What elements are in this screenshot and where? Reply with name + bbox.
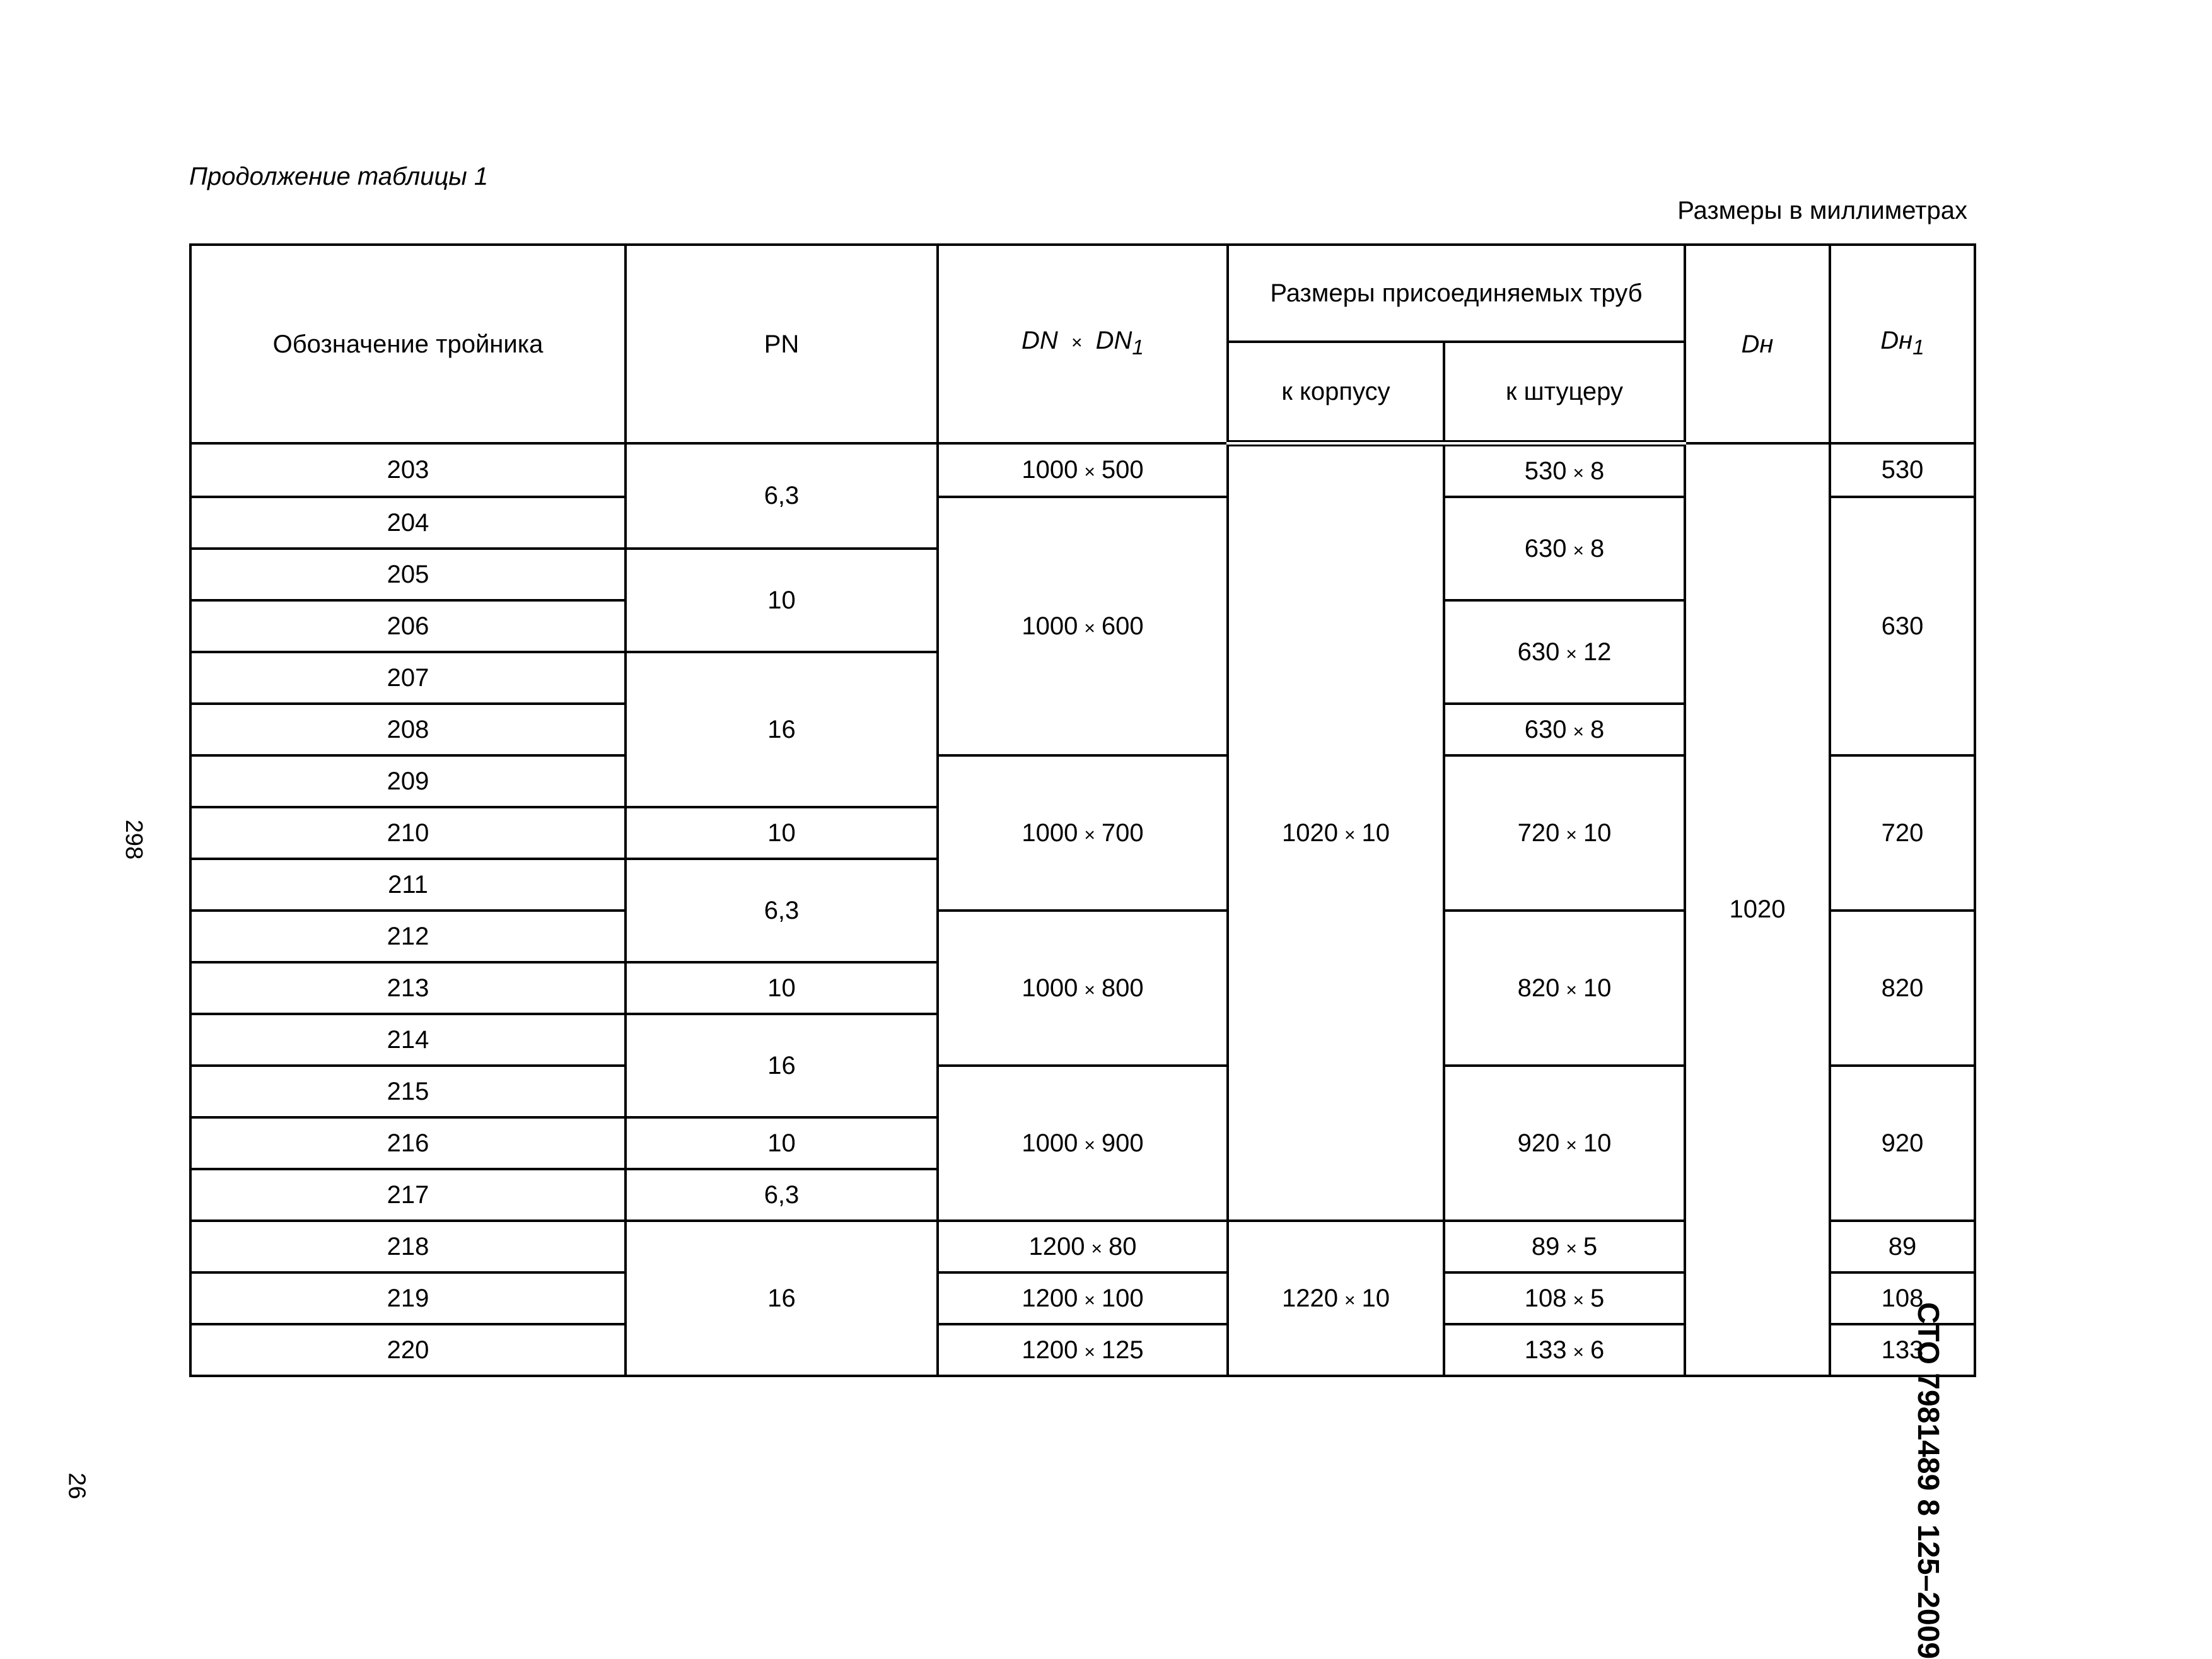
designation-cell: 206 <box>190 600 626 652</box>
header-dh1 <box>1830 245 1975 443</box>
dh1-cell: 630 <box>1830 497 1975 755</box>
times-sign: × <box>1573 462 1585 484</box>
side-page-number: 298 <box>120 819 148 860</box>
fitting-cell <box>1444 497 1685 600</box>
fitting-wall: 8 <box>1590 534 1605 562</box>
designation-cell: 219 <box>190 1272 626 1324</box>
dn-branch: 125 <box>1101 1336 1144 1364</box>
fitting-wall: 8 <box>1590 457 1605 485</box>
dn-value: 1200 <box>1028 1232 1085 1260</box>
fitting-value: 133 <box>1524 1336 1567 1364</box>
designation-cell: 207 <box>190 652 626 704</box>
fitting-value: 820 <box>1517 974 1560 1002</box>
designation-cell: 217 <box>190 1169 626 1221</box>
dn-cell <box>938 443 1228 497</box>
fitting-cell <box>1444 911 1685 1066</box>
body-value: 1020 <box>1281 818 1338 847</box>
dn-cell <box>938 1221 1228 1272</box>
times-sign: × <box>1573 721 1585 742</box>
dh1-cell: 89 <box>1830 1221 1975 1272</box>
dh1-cell: 720 <box>1830 755 1975 911</box>
fitting-value: 630 <box>1517 637 1560 666</box>
fitting-value: 89 <box>1531 1232 1560 1260</box>
fitting-wall: 5 <box>1583 1232 1598 1260</box>
header-to-body: к корпусу <box>1228 342 1444 443</box>
header-dn <box>938 245 1228 443</box>
designation-cell: 203 <box>190 443 626 497</box>
dh1-cell: 108 <box>1830 1272 1975 1324</box>
times-sign: × <box>1573 540 1585 561</box>
times-sign: × <box>1084 1289 1095 1311</box>
fitting-cell <box>1444 443 1685 497</box>
times-sign: × <box>1084 1134 1095 1156</box>
header-to-fitting: к штуцеру <box>1444 342 1685 443</box>
header-dn-left: DN <box>1022 326 1058 354</box>
fitting-value: 108 <box>1524 1284 1567 1312</box>
times-sign: × <box>1566 1134 1577 1156</box>
dh1-cell: 920 <box>1830 1066 1975 1221</box>
dh1-cell: 530 <box>1830 443 1975 497</box>
designation-cell: 216 <box>190 1117 626 1169</box>
designation-cell: 218 <box>190 1221 626 1272</box>
tee-dimensions-table <box>189 243 1976 1377</box>
dn-value: 1000 <box>1022 1129 1078 1157</box>
pn-cell: 10 <box>626 549 938 652</box>
times-sign: × <box>1084 979 1095 1001</box>
dn-value: 1000 <box>1022 974 1078 1002</box>
pn-cell: 10 <box>626 807 938 859</box>
dh-cell: 1020 <box>1685 443 1830 1376</box>
times-sign: × <box>1566 643 1577 665</box>
dn-branch: 600 <box>1101 612 1144 640</box>
designation-cell: 210 <box>190 807 626 859</box>
pn-cell: 16 <box>626 1221 938 1376</box>
designation-cell: 213 <box>190 962 626 1014</box>
document-code: СТО 7981489 8 125–2009 <box>1911 1302 1945 1659</box>
dn-branch: 800 <box>1101 974 1144 1002</box>
dn-cell <box>938 1066 1228 1221</box>
fitting-cell <box>1444 1324 1685 1376</box>
times-sign: × <box>1091 1238 1102 1259</box>
designation-cell: 214 <box>190 1014 626 1066</box>
dn-cell <box>938 1324 1228 1376</box>
designation-cell: 215 <box>190 1066 626 1117</box>
fitting-wall: 8 <box>1590 715 1605 743</box>
dn-value: 1000 <box>1022 456 1078 484</box>
dn-cell <box>938 911 1228 1066</box>
times-sign: × <box>1084 1341 1095 1363</box>
times-sign: × <box>1566 824 1577 846</box>
fitting-cell <box>1444 1221 1685 1272</box>
designation-cell: 211 <box>190 859 626 911</box>
dn-value: 1000 <box>1022 612 1078 640</box>
body-wall: 10 <box>1361 818 1390 847</box>
dn-cell <box>938 497 1228 755</box>
fitting-wall: 10 <box>1583 818 1612 847</box>
body-wall: 10 <box>1361 1284 1390 1312</box>
fitting-wall: 6 <box>1590 1336 1605 1364</box>
dn-branch: 900 <box>1101 1129 1144 1157</box>
fitting-cell <box>1444 755 1685 911</box>
pn-cell: 16 <box>626 652 938 807</box>
header-dh1-main: Dн <box>1880 326 1913 354</box>
header-dh1-sub: 1 <box>1912 335 1924 359</box>
times-sign: × <box>1566 979 1577 1001</box>
pn-cell: 16 <box>626 1014 938 1117</box>
pn-cell: 6,3 <box>626 443 938 549</box>
header-dn-sub: 1 <box>1132 335 1144 359</box>
times-sign: × <box>1084 462 1095 482</box>
header-designation: Обозначение тройника <box>190 245 626 443</box>
dn-branch: 700 <box>1101 818 1144 847</box>
fitting-value: 530 <box>1524 457 1567 485</box>
designation-cell: 205 <box>190 549 626 600</box>
fitting-cell <box>1444 1272 1685 1324</box>
designation-cell: 208 <box>190 704 626 755</box>
pn-cell: 6,3 <box>626 859 938 962</box>
designation-cell: 204 <box>190 497 626 549</box>
fitting-wall: 10 <box>1583 1129 1612 1157</box>
dn-cell <box>938 1272 1228 1324</box>
times-sign: × <box>1344 1289 1356 1311</box>
dn-branch: 100 <box>1101 1284 1144 1312</box>
dn-value: 1200 <box>1022 1336 1078 1364</box>
body-cell <box>1228 443 1444 1221</box>
units-note: Размеры в миллиметрах <box>1677 197 1967 224</box>
pn-cell: 6,3 <box>626 1169 938 1221</box>
pn-cell: 10 <box>626 1117 938 1169</box>
pn-cell: 10 <box>626 962 938 1014</box>
fitting-value: 920 <box>1517 1129 1560 1157</box>
header-dn-times: × <box>1071 332 1083 353</box>
fitting-cell <box>1444 1066 1685 1221</box>
header-dn-right: DN <box>1095 326 1132 354</box>
dn-cell <box>938 755 1228 911</box>
times-sign: × <box>1344 824 1356 846</box>
designation-cell: 220 <box>190 1324 626 1376</box>
designation-cell: 209 <box>190 755 626 807</box>
header-dh: Dн <box>1685 245 1830 443</box>
fitting-value: 630 <box>1524 715 1567 743</box>
dn-value: 1200 <box>1022 1284 1078 1312</box>
fitting-cell <box>1444 600 1685 704</box>
designation-cell: 212 <box>190 911 626 962</box>
times-sign: × <box>1566 1238 1577 1259</box>
fitting-value: 720 <box>1517 818 1560 847</box>
body-cell <box>1228 1221 1444 1376</box>
fitting-cell <box>1444 704 1685 755</box>
dh1-cell: 133 <box>1830 1324 1975 1376</box>
fitting-wall: 12 <box>1583 637 1612 666</box>
times-sign: × <box>1084 824 1095 846</box>
dh1-cell: 820 <box>1830 911 1975 1066</box>
page-number: 26 <box>63 1472 90 1499</box>
header-pipe-sizes: Размеры присоединяемых труб <box>1228 245 1685 342</box>
table-caption: Продолжение таблицы 1 <box>189 163 489 190</box>
times-sign: × <box>1573 1341 1585 1363</box>
times-sign: × <box>1573 1289 1585 1311</box>
dn-branch: 80 <box>1109 1232 1137 1260</box>
dn-branch: 500 <box>1101 456 1144 484</box>
fitting-wall: 5 <box>1590 1284 1605 1312</box>
header-pn: PN <box>626 245 938 443</box>
body-value: 1220 <box>1281 1284 1338 1312</box>
fitting-wall: 10 <box>1583 974 1612 1002</box>
dn-value: 1000 <box>1022 818 1078 847</box>
fitting-value: 630 <box>1524 534 1567 562</box>
times-sign: × <box>1084 617 1095 639</box>
